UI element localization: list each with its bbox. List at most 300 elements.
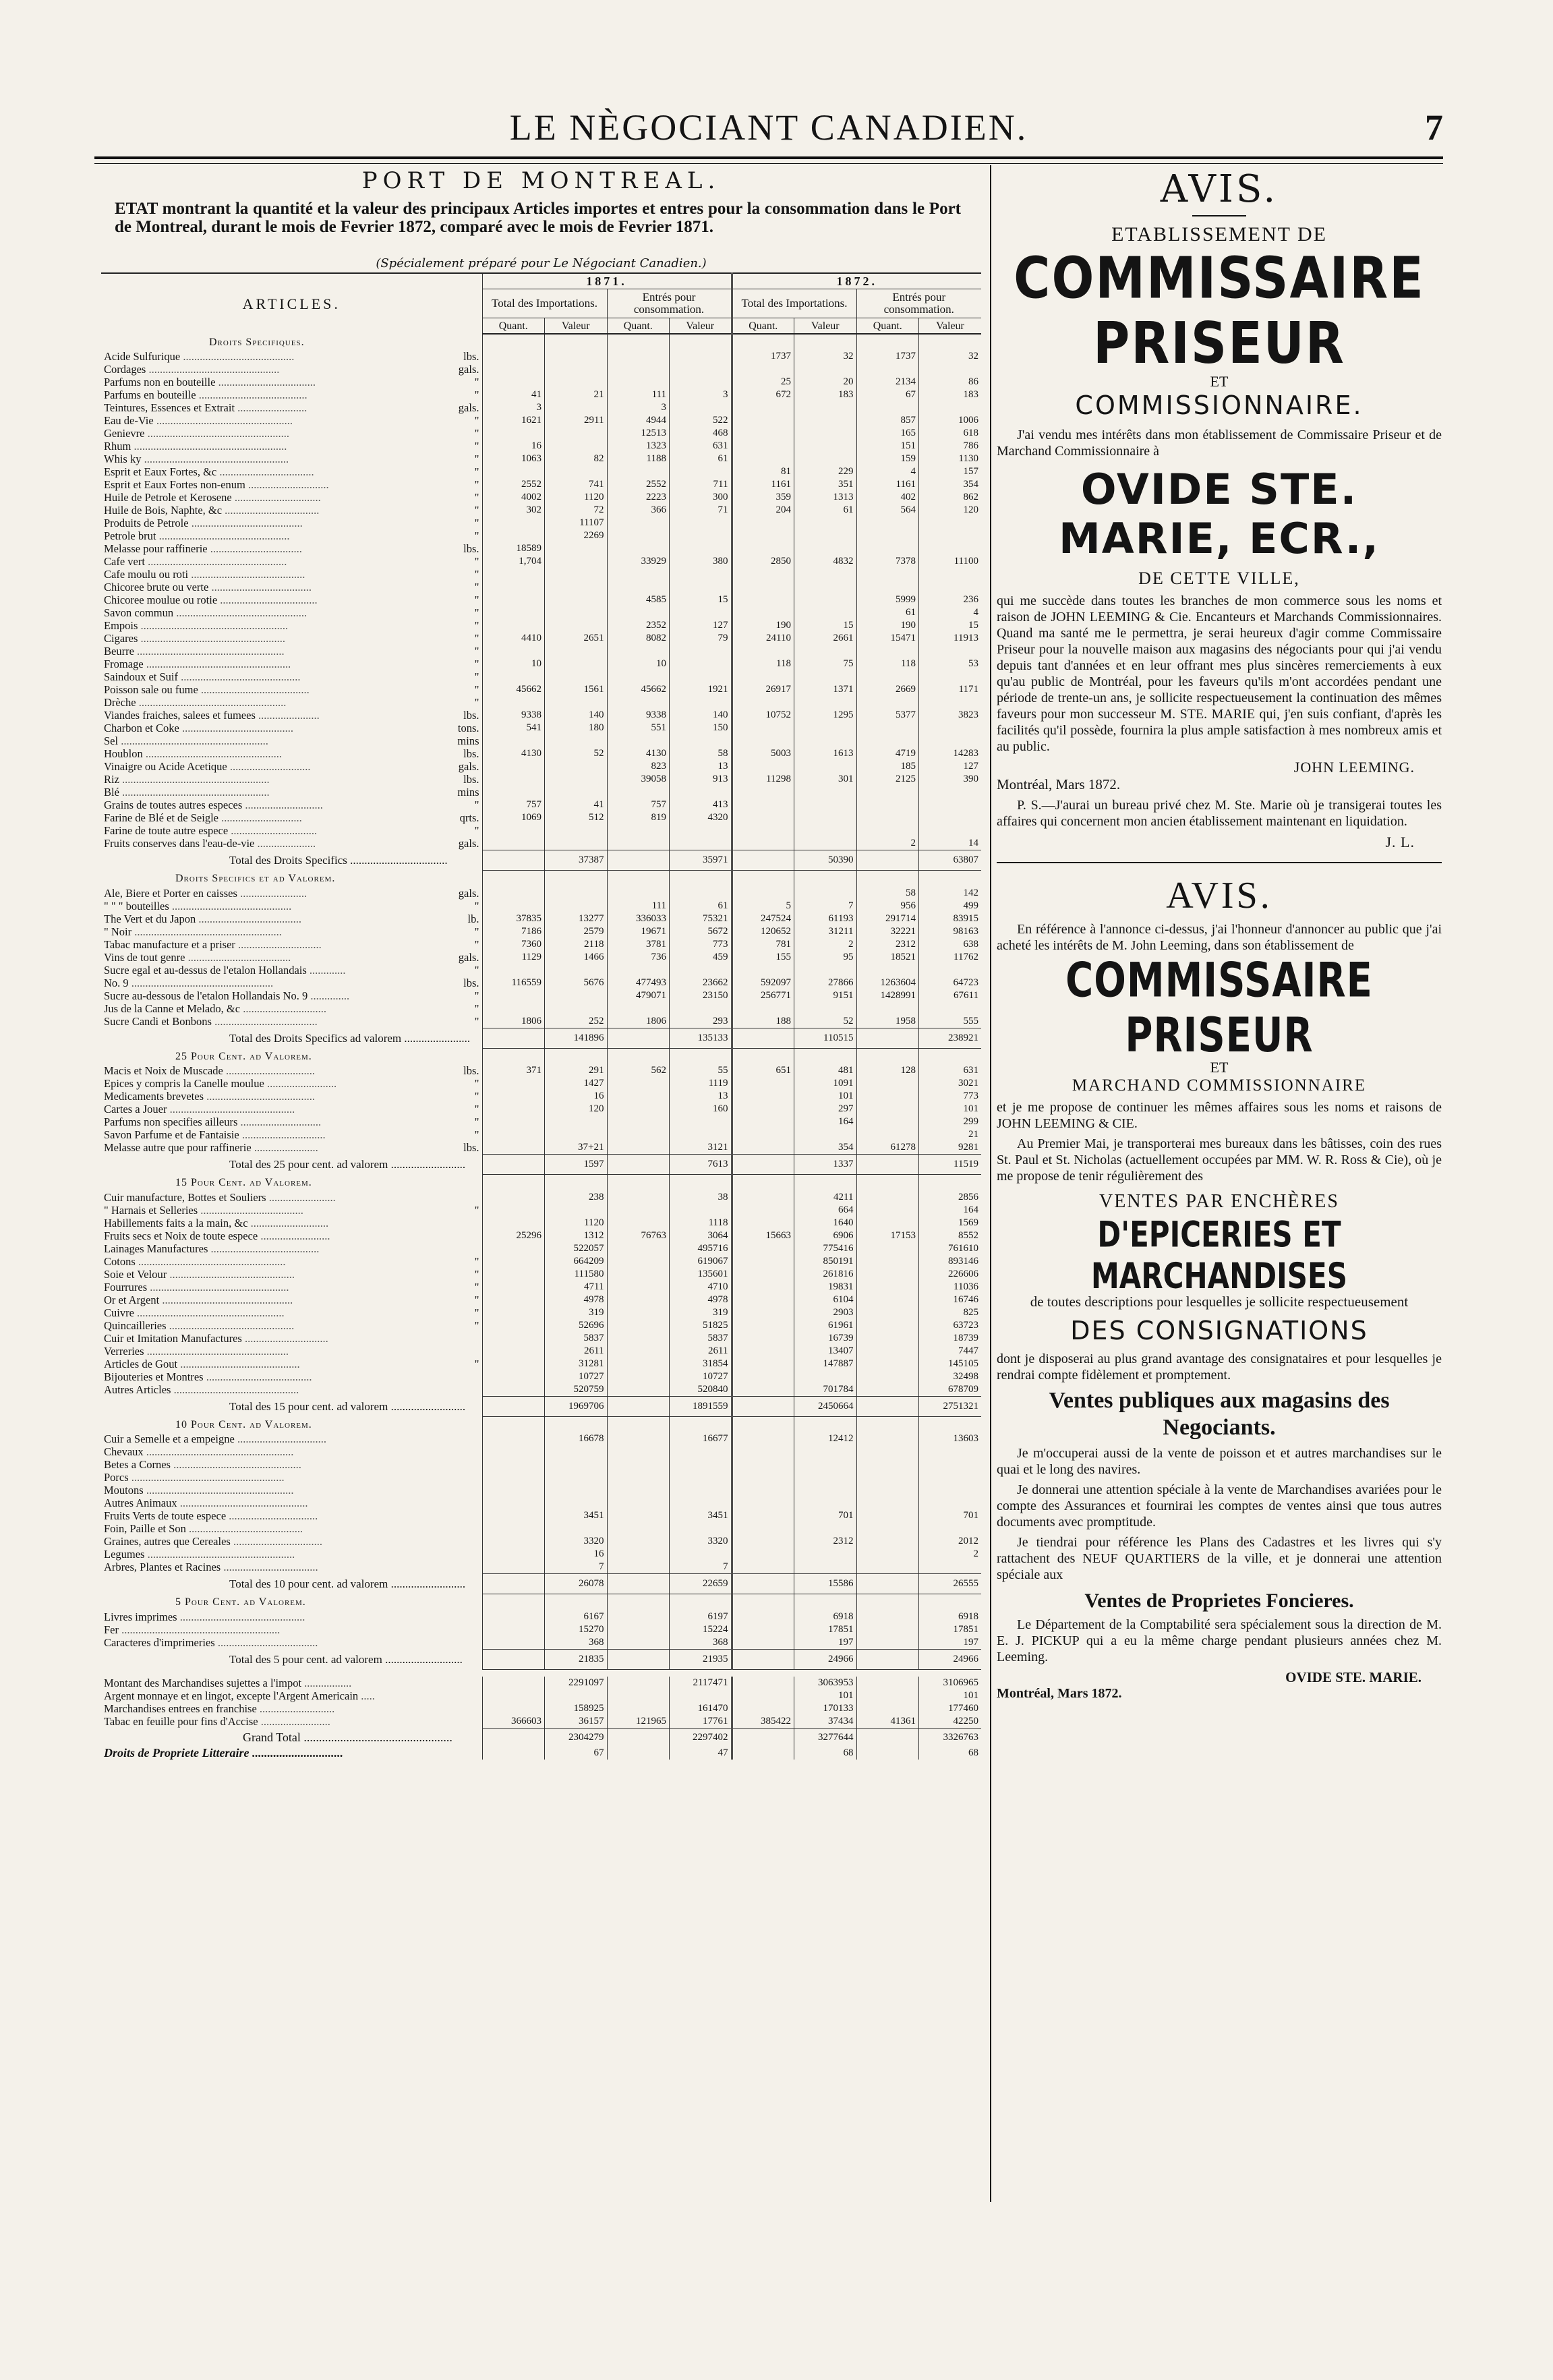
article-name — [101, 1155, 482, 1175]
unit-label: " — [474, 529, 479, 542]
quantity-cell: 1161 — [732, 478, 794, 491]
article-name — [101, 951, 482, 964]
article-name — [101, 453, 482, 465]
article-label: Produits de Petrole — [104, 517, 189, 529]
quantity-cell — [482, 1561, 545, 1574]
article-name — [101, 1677, 482, 1689]
value-cell — [794, 964, 857, 977]
quantity-cell — [607, 1358, 670, 1370]
article-label: Ale, Biere et Porter en caisses — [104, 886, 237, 900]
article-name — [101, 1217, 482, 1229]
article-name — [101, 1255, 482, 1268]
quantity-cell — [732, 1048, 794, 1064]
quantity-cell — [856, 811, 919, 824]
quantity-cell — [482, 1689, 545, 1702]
leader-dots: .............................. — [249, 1747, 343, 1760]
unit-label: " — [474, 1306, 479, 1319]
quantity-cell: 1129 — [482, 951, 545, 964]
value-cell — [919, 871, 982, 887]
leader-dots: ................................... — [217, 593, 318, 606]
article-name — [101, 542, 482, 555]
value-cell: 1130 — [919, 453, 982, 465]
article-label: Articles de Gout — [104, 1357, 178, 1370]
article-label: Or et Argent — [104, 1293, 160, 1306]
article-name — [101, 1548, 482, 1561]
leader-dots: ......................................................... — [119, 1623, 281, 1636]
value-cell — [919, 1458, 982, 1471]
quantity-cell: 25 — [732, 376, 794, 388]
leader-dots: ........................................... — [177, 1357, 300, 1370]
quantity-cell — [482, 1242, 545, 1255]
table-row — [101, 1509, 981, 1522]
value-cell: 26555 — [919, 1574, 982, 1594]
quantity-cell — [482, 850, 545, 871]
value-cell — [670, 542, 732, 555]
quantity-cell: 2 — [856, 837, 919, 850]
quantity-cell — [482, 581, 545, 593]
quantity-cell: 823 — [607, 760, 670, 773]
unit-label: lbs. — [463, 350, 479, 363]
quantity-cell — [856, 1358, 919, 1370]
unit-label: " — [474, 799, 479, 811]
value-cell: 2269 — [545, 529, 608, 542]
value-cell — [919, 1175, 982, 1191]
table-row — [101, 1090, 981, 1103]
quantity-cell: 58 — [856, 887, 919, 900]
value-cell: 893146 — [919, 1255, 982, 1268]
article-label: Cuir et Imitation Manufactures — [104, 1331, 242, 1345]
value-cell — [670, 1594, 732, 1610]
leader-dots: ................................... — [215, 376, 316, 388]
article-name — [101, 1383, 482, 1397]
table-row — [101, 632, 981, 645]
quantity-cell — [607, 1268, 670, 1281]
quantity-cell — [607, 1471, 670, 1484]
quantity-cell — [482, 964, 545, 977]
article-name — [101, 491, 482, 504]
quantity-cell — [482, 517, 545, 529]
value-cell: 1313 — [794, 491, 857, 504]
article-label: Rhum — [104, 440, 131, 453]
article-name — [101, 504, 482, 517]
quantity-cell — [607, 1155, 670, 1175]
quantity-cell: 81 — [732, 465, 794, 478]
article-name — [101, 376, 482, 388]
article-label: Fruits secs et Noix de toute espece — [104, 1229, 258, 1242]
table-row — [101, 517, 981, 529]
value-cell — [794, 542, 857, 555]
quantity-cell — [607, 334, 670, 350]
leader-dots: .................................. — [221, 1561, 318, 1574]
value-cell — [670, 568, 732, 581]
article-name — [101, 773, 482, 786]
article-label: Epices y compris la Canelle moulue — [104, 1077, 264, 1090]
leader-dots: ..................................................... — [119, 773, 270, 786]
value-cell: 16 — [545, 1090, 608, 1103]
leader-dots: ..... — [358, 1689, 375, 1702]
article-label: Caracteres d'imprimeries — [104, 1635, 215, 1649]
value-cell: 13 — [670, 1090, 732, 1103]
leader-dots: ........................................ — [180, 350, 295, 363]
postscript-paragraph: P. S.—J'aurai un bureau privé chez M. Ste. Marie où je transigerai toutes les affaires qui concernent mon ancien établissement maintenant en liquidation. — [997, 798, 1442, 829]
quantity-cell — [732, 414, 794, 427]
unit-label: gals. — [458, 886, 479, 900]
table-row — [101, 1103, 981, 1115]
total-row — [101, 1574, 981, 1594]
value-cell — [919, 734, 982, 747]
article-label: Poisson sale ou fume — [104, 683, 198, 696]
value-cell — [670, 581, 732, 593]
quantity-cell — [607, 786, 670, 799]
leader-dots: ........................ — [237, 886, 307, 900]
quantity-cell: 7360 — [482, 938, 545, 951]
article-name — [101, 401, 482, 414]
quantity-cell: 188 — [732, 1015, 794, 1028]
quantity-cell: 5003 — [732, 747, 794, 760]
article-name — [101, 334, 482, 350]
article-label: No. 9 — [104, 976, 129, 989]
value-cell: 300 — [670, 491, 732, 504]
quantity-cell: 118 — [732, 658, 794, 670]
value-cell: 5672 — [670, 925, 732, 938]
descriptions-text: de toutes descriptions pour lesquelles je sollicite respectueusement — [1030, 1294, 1409, 1310]
quantity-cell: 45662 — [482, 683, 545, 696]
value-cell — [794, 696, 857, 709]
quantity-cell — [482, 1175, 545, 1191]
article-name — [101, 581, 482, 593]
value-cell: 55 — [670, 1064, 732, 1077]
table-row — [101, 1445, 981, 1458]
leader-dots: .................................................... — [143, 658, 291, 670]
value-cell: 47 — [670, 1747, 732, 1760]
value-cell: 27866 — [794, 977, 857, 989]
quantity-cell — [856, 1370, 919, 1383]
value-cell: 2 — [794, 938, 857, 951]
unit-label: gals. — [458, 837, 479, 850]
value-cell — [545, 1175, 608, 1191]
value-cell: 1091 — [794, 1077, 857, 1090]
quantity-cell: 1737 — [856, 350, 919, 363]
value-cell: 21 — [545, 388, 608, 401]
total-importations-header: Total des Importations. — [732, 289, 856, 318]
value-cell: 773 — [919, 1090, 982, 1103]
value-cell: 701 — [794, 1509, 857, 1522]
quantity-cell: 366603 — [482, 1715, 545, 1729]
value-cell: 37387 — [545, 850, 608, 871]
quantity-cell — [607, 363, 670, 376]
value-cell — [794, 1416, 857, 1432]
value-cell: 711 — [670, 478, 732, 491]
unit-label: " — [474, 388, 479, 401]
quantity-cell — [732, 401, 794, 414]
value-cell: 522057 — [545, 1242, 608, 1255]
value-cell: 75 — [794, 658, 857, 670]
value-cell: 11762 — [919, 951, 982, 964]
leader-dots: ............................................... — [159, 1293, 293, 1306]
unit-label: " — [474, 696, 479, 709]
quantity-cell — [482, 1048, 545, 1064]
value-cell — [670, 1522, 732, 1535]
value-cell: 1312 — [545, 1229, 608, 1242]
article-label: Grains de toutes autres especes — [104, 799, 243, 811]
leader-dots: ................................ — [230, 1535, 322, 1548]
value-cell: 4978 — [670, 1294, 732, 1306]
table-row — [101, 1432, 981, 1445]
quantity-cell — [607, 1028, 670, 1048]
article-name — [101, 1204, 482, 1217]
table-row — [101, 1204, 981, 1217]
quantity-cell — [732, 1002, 794, 1015]
value-cell: 16739 — [794, 1332, 857, 1345]
quantity-cell: 8082 — [607, 632, 670, 645]
leader-dots: ........................................ — [188, 517, 303, 529]
avis-heading-2: AVIS. — [1166, 875, 1272, 917]
quantity-cell — [732, 593, 794, 606]
comptabilite-paragraph: Le Département de la Comptabilité sera spécialement sous la direction de M. E. J. PICKUP qui a eu la même charge pendant plusieurs années chez M. Leeming. — [997, 1617, 1442, 1664]
quantity-cell: 118 — [856, 658, 919, 670]
unit-label: lb. — [467, 912, 479, 925]
article-name — [101, 1077, 482, 1090]
quantity-cell — [482, 1623, 545, 1636]
value-cell: 319 — [545, 1306, 608, 1319]
value-cell: 555 — [919, 1015, 982, 1028]
value-cell — [794, 1548, 857, 1561]
value-cell: 37+21 — [545, 1141, 608, 1155]
unit-label: " — [474, 1014, 479, 1028]
value-header: Valeur — [794, 318, 857, 335]
quantity-cell: 956 — [856, 900, 919, 912]
value-cell: 61 — [794, 504, 857, 517]
article-name — [101, 1471, 482, 1484]
article-label: Sel — [104, 734, 119, 747]
value-cell — [545, 334, 608, 350]
quantity-cell: 5 — [732, 900, 794, 912]
value-cell: 23150 — [670, 989, 732, 1002]
value-cell: 31854 — [670, 1358, 732, 1370]
quantity-cell — [732, 1594, 794, 1610]
quantity-cell — [856, 1332, 919, 1345]
quantity-cell — [856, 1497, 919, 1509]
quantity-cell: 359 — [732, 491, 794, 504]
value-cell — [794, 1002, 857, 1015]
quantity-cell — [856, 1294, 919, 1306]
value-cell: 79 — [670, 632, 732, 645]
quantity-cell — [607, 1332, 670, 1345]
port-heading: PORT DE MONTREAL. — [361, 167, 721, 194]
article-name — [101, 414, 482, 427]
quantity-cell — [732, 1636, 794, 1650]
value-cell: 12412 — [794, 1432, 857, 1445]
value-cell: 15 — [794, 619, 857, 632]
article-label: Beurre — [104, 645, 134, 658]
value-cell: 13 — [670, 760, 732, 773]
quantity-cell — [607, 1458, 670, 1471]
leader-dots: .............................. — [240, 1002, 326, 1015]
quantity-cell — [607, 670, 670, 683]
value-cell — [794, 837, 857, 850]
value-cell: 16746 — [919, 1294, 982, 1306]
value-cell: 61961 — [794, 1319, 857, 1332]
quantity-cell — [732, 670, 794, 683]
value-cell: 15586 — [794, 1574, 857, 1594]
value-cell: 72 — [545, 504, 608, 517]
quantity-cell — [607, 1175, 670, 1191]
value-cell: 4978 — [545, 1294, 608, 1306]
page-number: 7 — [1425, 107, 1443, 148]
article-name — [101, 1458, 482, 1471]
article-name — [101, 1484, 482, 1497]
value-cell: 11100 — [919, 555, 982, 568]
article-label: Esprit et Eaux Fortes non-enum — [104, 478, 245, 491]
article-label: Porcs — [104, 1471, 129, 1484]
quantity-cell: 151 — [856, 440, 919, 453]
quantity-cell — [732, 1702, 794, 1715]
article-label: Total des Droits Specifics ad valorem — [229, 1031, 402, 1045]
leader-dots: .................................................. — [147, 1280, 289, 1294]
quantity-cell: 17153 — [856, 1229, 919, 1242]
quantity-cell — [607, 1141, 670, 1155]
value-cell: 3277644 — [794, 1728, 857, 1747]
quantity-cell — [856, 1175, 919, 1191]
quantity-cell — [482, 734, 545, 747]
quantity-cell — [607, 1702, 670, 1715]
articles-header: ARTICLES. — [101, 273, 482, 334]
value-cell — [670, 837, 732, 850]
unit-label: " — [474, 453, 479, 465]
quantity-cell — [856, 1610, 919, 1623]
article-label: Viandes fraiches, salees et fumees — [104, 709, 256, 722]
quantity-cell: 111 — [607, 900, 670, 912]
quantity-cell: 9338 — [607, 709, 670, 722]
value-cell: 1120 — [545, 1217, 608, 1229]
quantity-cell — [607, 964, 670, 977]
leader-dots: ......................... — [258, 1714, 330, 1728]
value-cell: 21935 — [670, 1649, 732, 1669]
quantity-cell — [482, 619, 545, 632]
quantity-cell — [482, 1294, 545, 1306]
table-row — [101, 734, 981, 747]
unit-label: lbs. — [463, 976, 479, 989]
quantity-cell — [482, 773, 545, 786]
quantity-cell: 541 — [482, 722, 545, 734]
table-row — [101, 1471, 981, 1484]
value-cell — [545, 786, 608, 799]
value-cell: 2291097 — [545, 1677, 608, 1689]
quantity-cell: 4002 — [482, 491, 545, 504]
value-cell: 13277 — [545, 912, 608, 925]
table-row — [101, 376, 981, 388]
table-row — [101, 1747, 981, 1760]
table-row — [101, 951, 981, 964]
advertisements-column — [997, 167, 1442, 1702]
quantity-cell — [856, 1689, 919, 1702]
value-cell: 127 — [919, 760, 982, 773]
article-label: Verreries — [104, 1344, 144, 1358]
quantity-cell: 1161 — [856, 478, 919, 491]
article-label: Fruits Verts de toute espece — [104, 1509, 227, 1522]
quantity-cell — [607, 1535, 670, 1548]
value-cell — [919, 1497, 982, 1509]
table-row — [101, 799, 981, 811]
quantity-cell — [607, 1306, 670, 1319]
value-cell: 161470 — [670, 1702, 732, 1715]
value-cell: 390 — [919, 773, 982, 786]
article-name — [101, 568, 482, 581]
value-cell — [919, 1002, 982, 1015]
quantity-cell — [856, 722, 919, 734]
article-name — [101, 1345, 482, 1358]
value-cell: 481 — [794, 1064, 857, 1077]
article-label: Sucre au-dessous de l'etalon Hollandais No. 9 — [104, 989, 308, 1002]
quantity-cell — [732, 811, 794, 824]
article-label: Tabac manufacture et a priser — [104, 937, 235, 951]
unit-label: " — [474, 1103, 479, 1115]
unit-label: " — [474, 593, 479, 606]
unit-label: " — [474, 427, 479, 440]
value-cell — [545, 1458, 608, 1471]
table-row — [101, 786, 981, 799]
quantity-cell — [607, 1416, 670, 1432]
value-cell — [670, 1458, 732, 1471]
value-cell: 3021 — [919, 1077, 982, 1090]
divider — [997, 862, 1442, 863]
value-cell — [545, 1522, 608, 1535]
leader-dots: ..................................... — [185, 950, 291, 964]
value-cell: 3106965 — [919, 1677, 982, 1689]
value-cell: 522 — [670, 414, 732, 427]
value-cell — [670, 887, 732, 900]
quantity-cell — [732, 1103, 794, 1115]
leader-dots: ..................................... — [211, 1014, 318, 1028]
quantity-cell — [732, 1458, 794, 1471]
value-cell: 5837 — [670, 1332, 732, 1345]
table-row — [101, 1677, 981, 1689]
quantity-cell — [856, 529, 919, 542]
value-cell: 1337 — [794, 1155, 857, 1175]
value-cell: 1891559 — [670, 1396, 732, 1416]
table-row — [101, 401, 981, 414]
value-cell — [670, 1115, 732, 1128]
quantity-cell — [607, 1636, 670, 1650]
article-label: Melasse autre que pour raffinerie — [104, 1141, 252, 1155]
unit-label: " — [474, 504, 479, 517]
statistics-rows — [101, 334, 981, 1760]
value-cell: 5837 — [545, 1332, 608, 1345]
value-cell: 631 — [919, 1064, 982, 1077]
table-row — [101, 658, 981, 670]
quantity-cell — [856, 1002, 919, 1015]
leader-dots: .................................. — [216, 465, 314, 478]
quantity-cell: 256771 — [732, 989, 794, 1002]
table-row — [101, 1715, 981, 1729]
quantity-cell — [482, 606, 545, 619]
value-cell: 101 — [794, 1090, 857, 1103]
quantity-cell — [482, 1358, 545, 1370]
value-cell: 13603 — [919, 1432, 982, 1445]
leader-dots: ..................................... — [196, 912, 301, 925]
quantity-cell — [856, 1535, 919, 1548]
value-cell: 101 — [794, 1689, 857, 1702]
epiceries-heading: D'EPICERIES ET MARCHANDISES — [1091, 1213, 1347, 1297]
value-cell — [919, 670, 982, 683]
quantity-cell — [732, 1332, 794, 1345]
quantity-cell — [607, 1103, 670, 1115]
value-cell — [545, 696, 608, 709]
article-label: Chicoree brute ou verte — [104, 581, 209, 593]
leader-dots: ....................................... — [203, 1090, 315, 1103]
value-cell — [919, 786, 982, 799]
leader-dots: .................................................... — [141, 453, 289, 465]
